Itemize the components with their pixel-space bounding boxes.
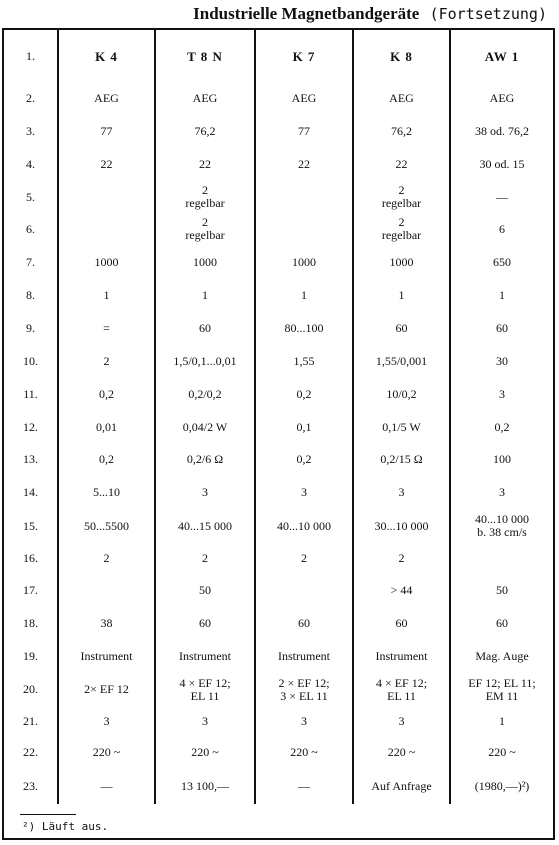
table-cell: Instrument	[155, 640, 255, 672]
table-cell: 2 × EF 12; 3 × EL 11	[255, 672, 353, 707]
row-number: 11.	[23, 387, 38, 401]
table-cell: 0,2	[58, 378, 155, 411]
table-row	[4, 769, 553, 804]
table-cell: 5...10	[58, 476, 155, 509]
table-cell: 77	[255, 115, 353, 148]
table-cell: 30	[450, 345, 553, 378]
table-cell: 2× EF 12	[58, 672, 155, 707]
table-cell	[255, 181, 353, 213]
table-cell: 1	[353, 279, 450, 312]
table-cell: 3	[353, 707, 450, 736]
table-cell: 3	[353, 476, 450, 509]
table-cell: 22	[58, 148, 155, 181]
table-row	[4, 378, 553, 411]
table-cell: 2 regelbar	[353, 181, 450, 213]
title-continuation: (Fortsetzung)	[429, 5, 547, 23]
row-number: 18.	[23, 616, 38, 630]
table-cell: 22	[155, 148, 255, 181]
table-cell: 60	[353, 312, 450, 345]
table-cell: 60	[255, 607, 353, 640]
table-cell: Instrument	[353, 640, 450, 672]
row-number: 2.	[26, 91, 35, 105]
table-cell: Instrument	[58, 640, 155, 672]
row-number: 8.	[26, 288, 35, 302]
table-cell: 3	[450, 378, 553, 411]
row-number: 17.	[23, 583, 38, 597]
table-row	[4, 707, 553, 736]
row-number: 19.	[23, 648, 38, 663]
spec-table	[4, 30, 553, 804]
table-cell: 0,2	[255, 443, 353, 476]
table-row	[4, 345, 553, 378]
table-cell	[58, 181, 155, 213]
column-header: T 8 N	[155, 30, 255, 82]
table-row	[4, 148, 553, 181]
table-cell: —	[58, 769, 155, 804]
page-title	[0, 4, 559, 24]
table-cell: 10/0,2	[353, 378, 450, 411]
table-cell: 3	[255, 476, 353, 509]
row-number: 22.	[23, 745, 38, 759]
table-cell: EF 12; EL 11; EM 11	[450, 672, 553, 707]
table-cell: Instrument	[255, 640, 353, 672]
table-cell: 76,2	[155, 115, 255, 148]
table-cell: 38 od. 76,2	[450, 115, 553, 148]
table-cell	[255, 213, 353, 245]
row-number: 13.	[23, 452, 38, 466]
table-row	[4, 640, 553, 672]
table-cell: 0,2	[58, 443, 155, 476]
table-cell: 2	[353, 543, 450, 574]
table-cell: 1,55/0,001	[353, 345, 450, 378]
table-cell: 0,2/6 Ω	[155, 443, 255, 476]
table-row	[4, 736, 553, 769]
table-cell: Auf Anfrage	[353, 769, 450, 804]
row-number: 4.	[26, 157, 35, 171]
table-cell: 80...100	[255, 312, 353, 345]
table-cell: 40...10 000 b. 38 cm/s	[450, 509, 553, 543]
table-row	[4, 245, 553, 279]
table-cell: 1000	[353, 245, 450, 279]
table-cell: 0,2/15 Ω	[353, 443, 450, 476]
table-cell: 3	[255, 707, 353, 736]
table-cell: (1980,—)²)	[450, 769, 553, 804]
table-cell: 0,1/5 W	[353, 411, 450, 443]
table-cell: 30...10 000	[353, 509, 450, 543]
table-cell: 220 ~	[353, 736, 450, 769]
row-number: 5.	[26, 189, 35, 204]
table-row	[4, 443, 553, 476]
table-cell: =	[58, 312, 155, 345]
row-number: 9.	[26, 321, 35, 335]
table-cell: AEG	[155, 82, 255, 115]
table-cell: 22	[353, 148, 450, 181]
table-cell: 2 regelbar	[155, 181, 255, 213]
table-row	[4, 30, 553, 82]
table-row	[4, 279, 553, 312]
row-number: 15.	[23, 518, 38, 533]
row-number: 14.	[23, 485, 38, 499]
row-number: 6.	[26, 221, 35, 236]
table-cell: 40...15 000	[155, 509, 255, 543]
table-cell: 3	[450, 476, 553, 509]
table-cell: 1	[255, 279, 353, 312]
table-row	[4, 411, 553, 443]
table-cell: 60	[155, 607, 255, 640]
table-cell: 2 regelbar	[155, 213, 255, 245]
table-cell: > 44	[353, 574, 450, 607]
table-cell: 6	[450, 213, 553, 245]
table-cell: 1	[450, 707, 553, 736]
row-number: 21.	[23, 714, 38, 728]
table-cell: 30 od. 15	[450, 148, 553, 181]
table-cell: 3	[58, 707, 155, 736]
table-cell: 4 × EF 12; EL 11	[353, 672, 450, 707]
table-row	[4, 213, 553, 245]
table-cell: —	[255, 769, 353, 804]
column-header: K 4	[58, 30, 155, 82]
table-cell: 13 100,—	[155, 769, 255, 804]
row-number: 23.	[23, 779, 38, 793]
table-cell: 0,01	[58, 411, 155, 443]
table-row	[4, 543, 553, 574]
table-cell: 76,2	[353, 115, 450, 148]
table-cell: 1,55	[255, 345, 353, 378]
table-cell: 0,2	[255, 378, 353, 411]
table-cell: 100	[450, 443, 553, 476]
table-cell: AEG	[353, 82, 450, 115]
table-row	[4, 607, 553, 640]
table-cell: 220 ~	[450, 736, 553, 769]
table-cell: 1000	[58, 245, 155, 279]
table-cell: 1	[450, 279, 553, 312]
table-cell	[450, 543, 553, 574]
table-cell: 50...5500	[58, 509, 155, 543]
table-cell: 220 ~	[155, 736, 255, 769]
table-cell	[58, 213, 155, 245]
table-cell: 220 ~	[58, 736, 155, 769]
table-cell: 50	[155, 574, 255, 607]
table-cell: AEG	[58, 82, 155, 115]
table-row	[4, 312, 553, 345]
table-cell: 77	[58, 115, 155, 148]
row-number: 20.	[23, 682, 38, 696]
table-row	[4, 82, 553, 115]
footnote-rule	[20, 814, 76, 815]
table-cell: 60	[450, 607, 553, 640]
table-cell: 2	[58, 345, 155, 378]
table-cell: 2	[155, 543, 255, 574]
row-number: 7.	[26, 254, 35, 269]
table-cell: 1000	[155, 245, 255, 279]
table-cell: 0,1	[255, 411, 353, 443]
row-number: 3.	[26, 124, 35, 138]
table-cell: Mag. Auge	[450, 640, 553, 672]
table-cell: 1000	[255, 245, 353, 279]
table-cell: AEG	[450, 82, 553, 115]
table-cell: 2 regelbar	[353, 213, 450, 245]
table-cell: 22	[255, 148, 353, 181]
table-cell: 38	[58, 607, 155, 640]
table-row	[4, 476, 553, 509]
column-header: AW 1	[450, 30, 553, 82]
table-cell: 1	[58, 279, 155, 312]
column-header: K 7	[255, 30, 353, 82]
table-cell	[58, 574, 155, 607]
table-cell: 2	[58, 543, 155, 574]
column-header: K 8	[353, 30, 450, 82]
table-cell: AEG	[255, 82, 353, 115]
table-cell: 0,2	[450, 411, 553, 443]
row-number: 12.	[23, 419, 38, 434]
table-cell: 220 ~	[255, 736, 353, 769]
table-cell: 1	[155, 279, 255, 312]
table-cell: 50	[450, 574, 553, 607]
table-cell: 60	[155, 312, 255, 345]
table-row	[4, 574, 553, 607]
table-row	[4, 672, 553, 707]
table-cell: 1,5/0,1...0,01	[155, 345, 255, 378]
table-cell: 0,2/0,2	[155, 378, 255, 411]
table-cell: 0,04/2 W	[155, 411, 255, 443]
table-frame	[2, 28, 555, 840]
table-cell: 3	[155, 476, 255, 509]
footnote: ²) Läuft aus.	[22, 820, 109, 833]
table-row	[4, 509, 553, 543]
table-cell: 60	[450, 312, 553, 345]
table-cell	[255, 574, 353, 607]
row-number: 10.	[23, 354, 38, 368]
row-number: 16.	[23, 551, 38, 565]
table-cell: 60	[353, 607, 450, 640]
table-cell: 4 × EF 12; EL 11	[155, 672, 255, 707]
table-cell: 2	[255, 543, 353, 574]
row-number: 1.	[26, 48, 35, 63]
title-main: Industrielle Magnetbandgeräte	[193, 4, 420, 23]
table-cell: 40...10 000	[255, 509, 353, 543]
table-cell: 650	[450, 245, 553, 279]
table-cell: 3	[155, 707, 255, 736]
table-row	[4, 115, 553, 148]
table-cell: —	[450, 181, 553, 213]
table-row	[4, 181, 553, 213]
